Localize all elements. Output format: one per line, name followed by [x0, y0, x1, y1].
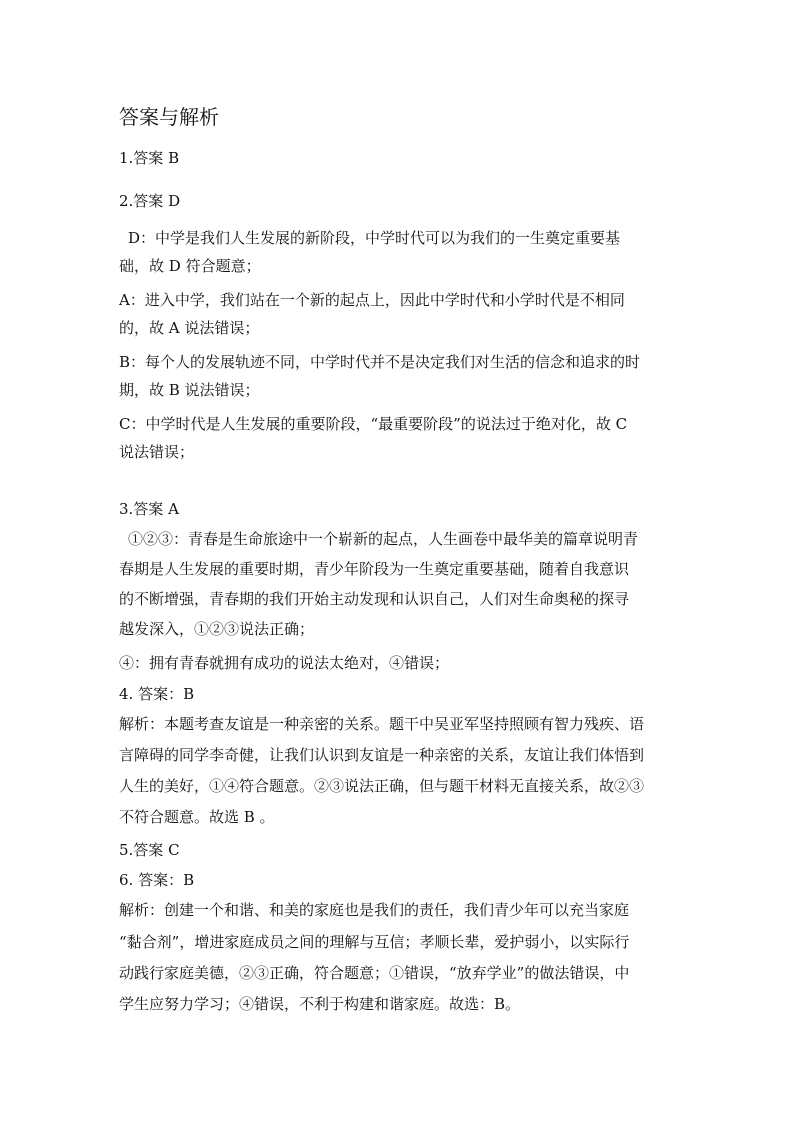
explanation-2-line-8: 说法错误； — [119, 443, 195, 461]
explanation-4-line-3: 人生的美好，①④符合题意。②③说法正确，但与题干材料无直接关系，故②③ — [119, 777, 645, 795]
explanation-6-line-3: 动践行家庭美德，②③正确，符合题意；①错误，“放弃学业”的做法错误，中 — [119, 964, 630, 982]
explanation-6-line-2: “黏合剂”，增进家庭成员之间的理解与互信；孝顺长辈，爱护弱小，以实际行 — [119, 933, 630, 951]
explanation-2-line-4: 的，故 A 说法错误； — [119, 319, 260, 337]
answer-3: 3.答案 A — [119, 500, 179, 518]
answer-5: 5.答案 C — [119, 841, 180, 859]
explanation-2-line-6: 期，故 B 说法错误； — [119, 381, 260, 399]
answer-4: 4. 答案：B — [119, 685, 195, 703]
explanation-2-line-2: 础，故 D 符合题意； — [119, 257, 261, 275]
page-title: 答案与解析 — [119, 105, 219, 129]
explanation-2-line-3: A：进入中学，我们站在一个新的起点上，因此中学时代和小学时代是不相同 — [119, 291, 625, 309]
explanation-3-line-4: 越发深入，①②③说法正确； — [119, 620, 315, 638]
explanation-4-line-1: 解析：本题考查友谊是一种亲密的关系。题干中吴亚军坚持照顾有智力残疾、语 — [119, 715, 645, 733]
explanation-4-line-2: 言障碍的同学李奇健，让我们认识到友谊是一种亲密的关系，友谊让我们体悟到 — [119, 746, 645, 764]
explanation-4-line-4: 不符合题意。故选 B 。 — [119, 808, 275, 826]
explanation-2-line-7: C：中学时代是人生发展的重要阶段，“最重要阶段”的说法过于绝对化，故 C — [119, 415, 628, 433]
explanation-3-line-5: ④：拥有青春就拥有成功的说法太绝对，④错误； — [119, 654, 450, 672]
explanation-6-line-1: 解析：创建一个和谐、和美的家庭也是我们的责任，我们青少年可以充当家庭 — [119, 901, 630, 919]
answer-6: 6. 答案：B — [119, 871, 195, 889]
answer-1: 1.答案 B — [119, 149, 180, 167]
explanation-2-line-1: D：中学是我们人生发展的新阶段，中学时代可以为我们的一生奠定重要基 — [128, 229, 621, 247]
explanation-3-line-2: 春期是人生发展的重要时期，青少年阶段为一生奠定重要基础，随着自我意识 — [119, 560, 630, 578]
explanation-6-line-4: 学生应努力学习；④错误，不利于构建和谐家庭。故选：B。 — [119, 995, 521, 1013]
answer-2: 2.答案 D — [119, 192, 181, 210]
explanation-3-line-3: 的不断增强，青春期的我们开始主动发现和认识自己，人们对生命奥秘的探寻 — [119, 590, 630, 608]
explanation-3-line-1: ①②③：青春是生命旅途中一个崭新的起点，人生画卷中最华美的篇章说明青 — [128, 530, 639, 548]
explanation-2-line-5: B：每个人的发展轨迹不同，中学时代并不是决定我们对生活的信念和追求的时 — [119, 353, 641, 371]
